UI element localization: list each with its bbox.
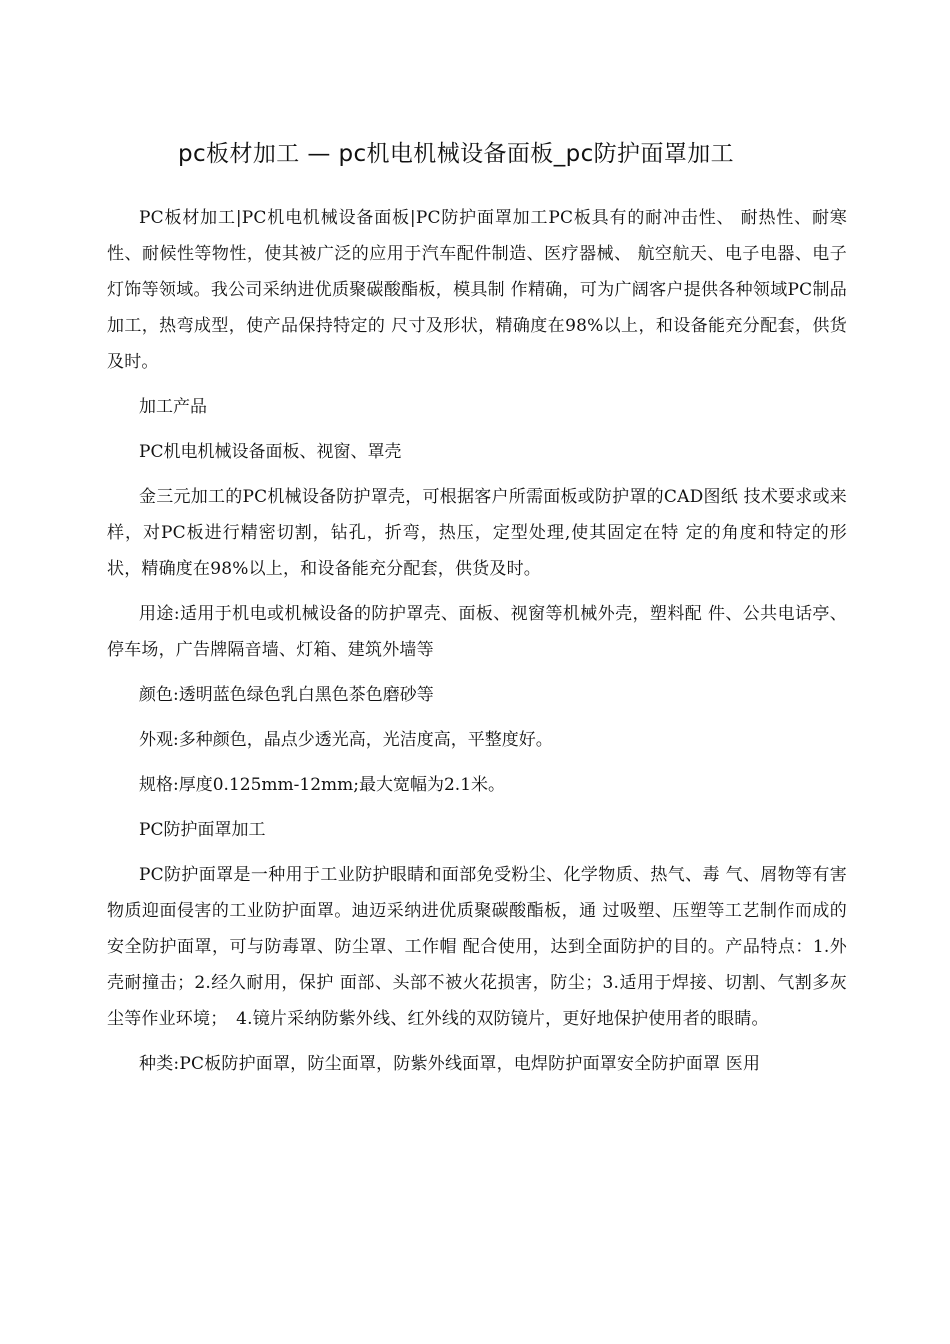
face-shield-description-paragraph: PC防护面罩是一种用于工业防护眼睛和面部免受粉尘、化学物质、热气、毒 气、屑物等有害物质迎面侵害的工业防护面罩。迪迈采纳进优质聚碳酸酯板，通 过吸塑、压塑等工艺制作而成的安全防护面罩，可与防毒罩、防尘罩、工作帽 配合使用，达到全面防护的目的。产品特点：1.外壳耐撞击；2.经久耐用，保护 面部、头部不被火花损害，防尘；3.适用于焊接、切割、气割多灰尘等作业环境； 4.镜片采纳防紫外线、红外线的双防镜片，更好地保护使用者的眼睛。	[107, 865, 847, 1029]
document-title: pc板材加工 — pc机电机械设备面板_pc防护面罩加工	[178, 141, 735, 167]
panels-description-paragraph: 金三元加工的PC机械设备防护罩壳，可根据客户所需面板或防护罩的CAD图纸 技术要求或来样，对PC板进行精密切割，钻孔，折弯，热压，定型处理,使其固定在特 定的角度和特定的形状，精确度在98%以上，和设备能充分配套，供货及时。	[107, 487, 847, 579]
appearance-line: 外观:多种颜色，晶点少透光高，光洁度高，平整度好。	[139, 730, 553, 750]
intro-paragraph: PC板材加工|PC机电机械设备面板|PC防护面罩加工PC板具有的耐冲击性、 耐热性、耐寒性、耐候性等物性，使其被广泛的应用于汽车配件制造、医疗器械、 航空航天、电子电器、电子灯饰等领域。我公司采纳进优质聚碳酸酯板，模具制 作精确，可为广阔客户提供各种领域PC制品加工，热弯成型，使产品保持特定的 尺寸及形状，精确度在98%以上，和设备能充分配套，供货及时。	[107, 208, 847, 372]
section-heading-processed-products: 加工产品	[139, 397, 207, 417]
usage-paragraph: 用途:适用于机电或机械设备的防护罩壳、面板、视窗等机械外壳，塑料配 件、公共电话亭、停车场，广告牌隔音墙、灯箱、建筑外墙等	[107, 604, 847, 660]
subheading-panels-windows-covers: PC机电机械设备面板、视窗、罩壳	[139, 442, 402, 462]
types-paragraph: 种类:PC板防护面罩，防尘面罩，防紫外线面罩，电焊防护面罩安全防护面罩 医用	[139, 1054, 761, 1074]
section-heading-face-shield: PC防护面罩加工	[139, 820, 266, 840]
specification-line: 规格:厚度0.125mm-12mm;最大宽幅为2.1米。	[139, 775, 506, 795]
document-body	[107, 200, 847, 1091]
color-line: 颜色:透明蓝色绿色乳白黑色茶色磨砂等	[139, 685, 434, 705]
